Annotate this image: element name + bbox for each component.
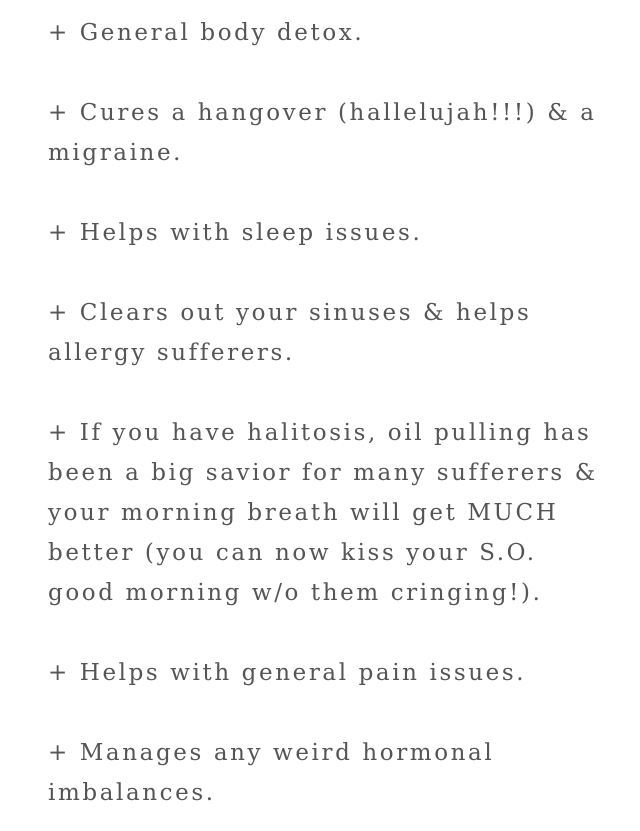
benefit-item: + Manages any weird hormonal imbalances.	[48, 740, 495, 806]
benefit-item: + Helps with general pain issues.	[48, 660, 527, 686]
benefit-item: + If you have halitosis, oil pulling has been a big savior for many sufferers & your morning breath will get MUCH better (you can now kiss your S.O. good morning w/o them cringing!).	[48, 420, 598, 606]
benefit-item: + Cures a hangover (hallelujah!!!) & a migraine.	[48, 100, 597, 166]
benefits-list	[48, 13, 608, 813]
benefit-item: + General body detox.	[48, 20, 365, 46]
benefit-item: + Clears out your sinuses & helps allergy sufferers.	[48, 300, 532, 366]
benefit-item: + Helps with sleep issues.	[48, 220, 423, 246]
